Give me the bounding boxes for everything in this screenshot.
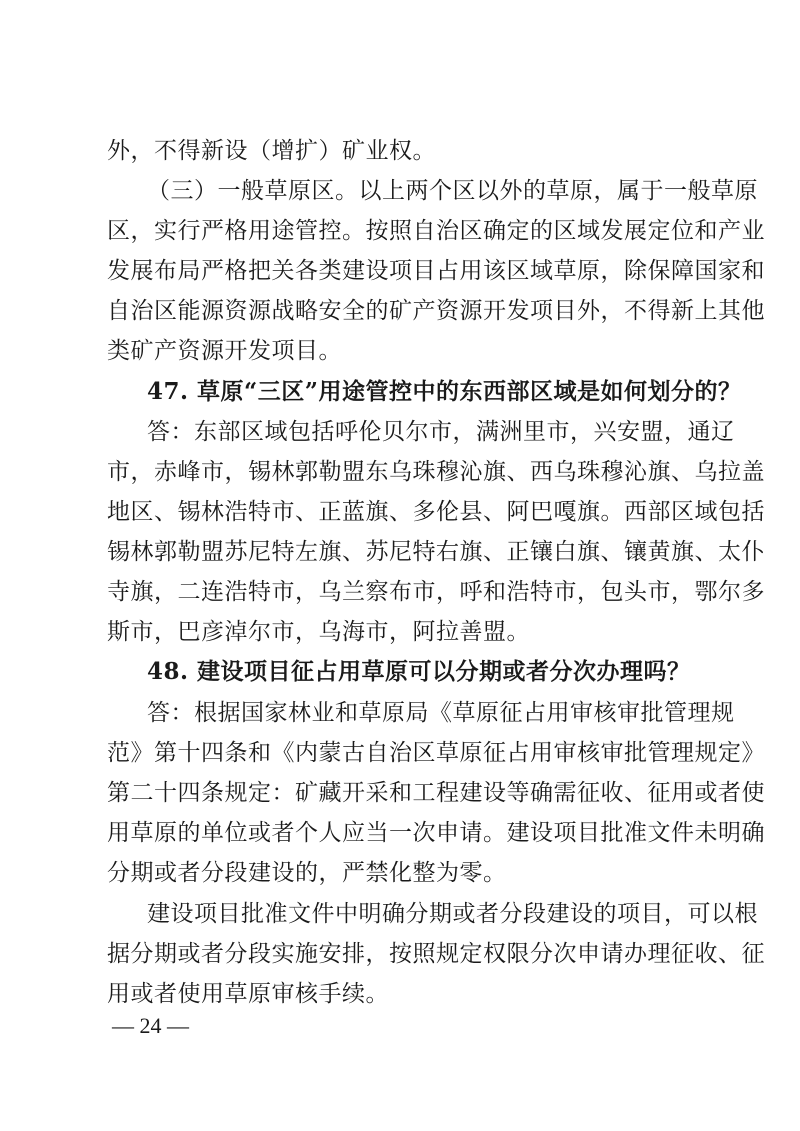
- answer-48-line-3: 第二十四条规定：矿藏开采和工程建设等确需征收、征用或者使: [107, 780, 765, 806]
- answer-47-line-6: 斯市，巴彦淖尔市，乌海市，阿拉善盟。: [107, 619, 530, 645]
- answer-47-line-4: 锡林郭勒盟苏尼特左旗、苏尼特右旗、正镶白旗、镶黄旗、太仆: [107, 539, 765, 565]
- paragraph-line-1: 外，不得新设（增扩）矿业权。: [107, 138, 436, 164]
- answer-48-line-2: 范》第十四条和《内蒙古自治区草原征占用审核审批管理规定》: [107, 740, 765, 766]
- answer-48-line-1: 答：根据国家林业和草原局《草原征占用审核审批管理规: [147, 700, 735, 726]
- paragraph-line-3: 区，实行严格用途管控。按照自治区确定的区域发展定位和产业: [107, 218, 765, 244]
- general-grassland-heading-line: （三）一般草原区。以上两个区以外的草原，属于一般草原: [147, 178, 758, 204]
- final-paragraph-line-2: 据分期或者分段实施安排，按照规定权限分次申请办理征收、征: [107, 941, 765, 967]
- answer-47-line-1: 答：东部区域包括呼伦贝尔市，满洲里市，兴安盟，通辽: [147, 419, 735, 445]
- page-number: — 24 —: [112, 1013, 189, 1038]
- answer-47-line-2: 市，赤峰市，锡林郭勒盟东乌珠穆沁旗、西乌珠穆沁旗、乌拉盖: [107, 459, 765, 485]
- answer-47-line-5: 寺旗，二连浩特市，乌兰察布市，呼和浩特市，包头市，鄂尔多: [107, 579, 765, 605]
- question-48-heading: 48. 建设项目征占用草原可以分期或者分次办理吗？: [147, 658, 691, 685]
- paragraph-line-4: 发展布局严格把关各类建设项目占用该区域草原，除保障国家和: [107, 258, 765, 284]
- answer-48-line-5: 分期或者分段建设的，严禁化整为零。: [107, 860, 507, 886]
- final-paragraph-line-3: 用或者使用草原审核手续。: [107, 981, 389, 1007]
- paragraph-line-5: 自治区能源资源战略安全的矿产资源开发项目外，不得新上其他: [107, 298, 765, 324]
- paragraph-line-6: 类矿产资源开发项目。: [107, 338, 342, 364]
- answer-47-line-3: 地区、锡林浩特市、正蓝旗、多伦县、阿巴嘎旗。西部区域包括: [107, 499, 765, 525]
- question-47-heading: 47. 草原“三区”用途管控中的东西部区域是如何划分的？: [147, 378, 742, 405]
- final-paragraph-line-1: 建设项目批准文件中明确分期或者分段建设的项目，可以根: [147, 901, 758, 927]
- answer-48-line-4: 用草原的单位或者个人应当一次申请。建设项目批准文件未明确: [107, 820, 765, 846]
